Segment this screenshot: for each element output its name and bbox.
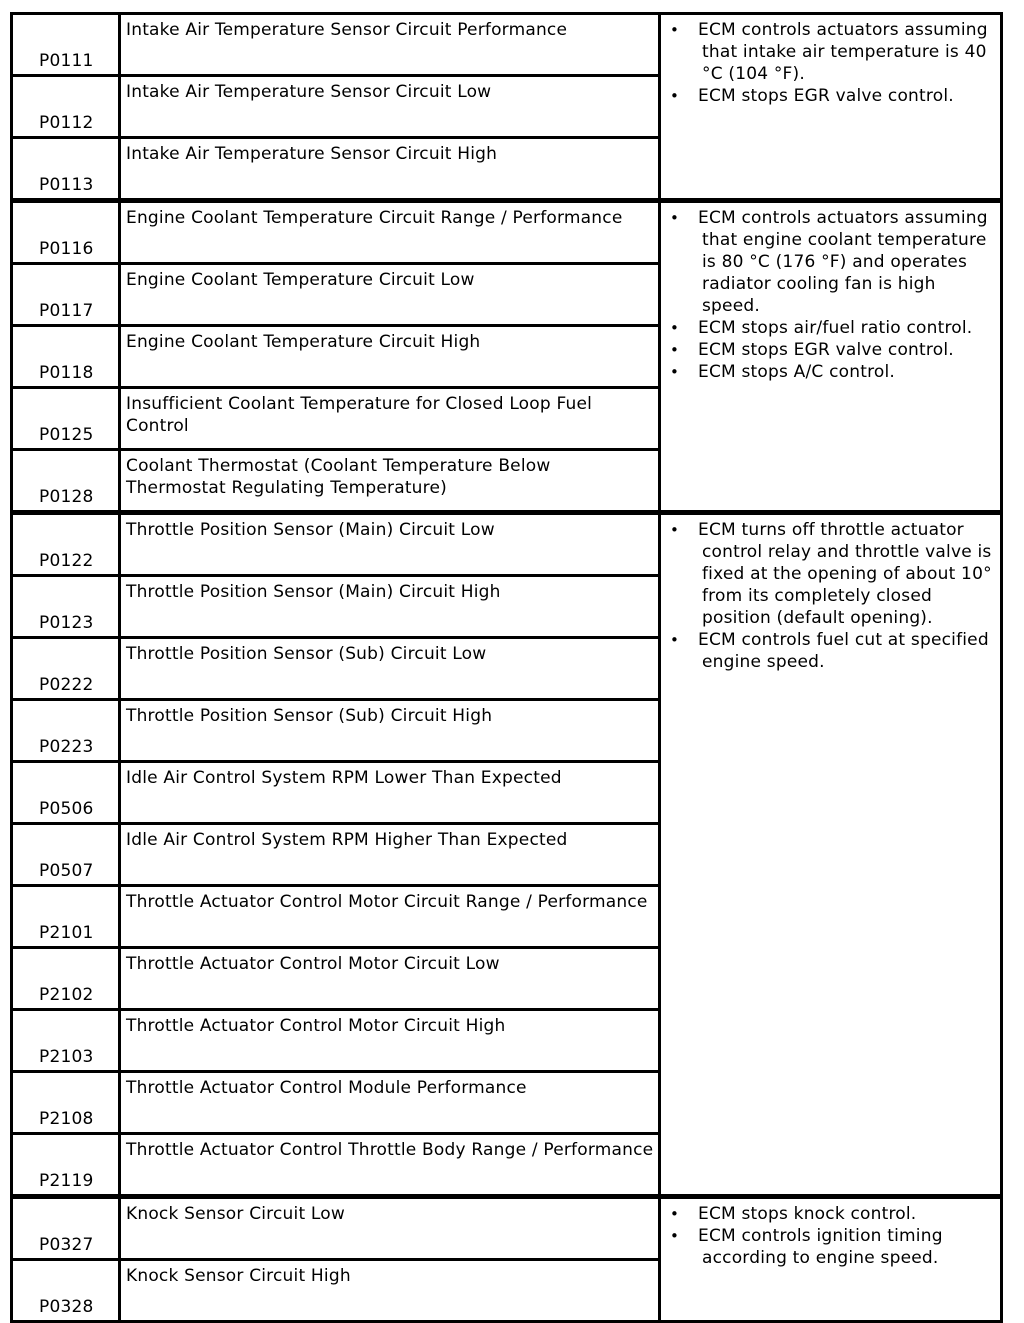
bullet-icon: •	[670, 87, 680, 105]
bullet-icon: •	[670, 341, 680, 359]
dtc-description: Insufficient Coolant Temperature for Closed Loop Fuel Control	[120, 388, 660, 450]
dtc-description: Idle Air Control System RPM Higher Than Expected	[120, 824, 660, 886]
table-row	[12, 14, 1002, 76]
dtc-description: Engine Coolant Temperature Circuit High	[120, 326, 660, 388]
fail-safe-cell	[660, 14, 1002, 201]
dtc-code: P0125	[12, 388, 120, 450]
dtc-description: Intake Air Temperature Sensor Circuit Low	[120, 76, 660, 138]
dtc-description: Throttle Actuator Control Motor Circuit Low	[120, 948, 660, 1010]
fail-safe-list	[665, 19, 998, 107]
fail-safe-item	[665, 519, 998, 629]
table-row	[12, 513, 1002, 576]
dtc-description: Throttle Position Sensor (Main) Circuit High	[120, 576, 660, 638]
table-row	[12, 201, 1002, 264]
dtc-code: P2101	[12, 886, 120, 948]
dtc-description: Knock Sensor Circuit High	[120, 1260, 660, 1322]
fail-safe-text: ECM stops EGR valve control.	[698, 86, 954, 106]
dtc-description: Engine Coolant Temperature Circuit Range / Performance	[120, 201, 660, 264]
dtc-description: Throttle Position Sensor (Main) Circuit Low	[120, 513, 660, 576]
dtc-description: Idle Air Control System RPM Lower Than Expected	[120, 762, 660, 824]
table-row	[12, 1197, 1002, 1260]
fail-safe-cell	[660, 201, 1002, 513]
fail-safe-text: ECM stops knock control.	[698, 1204, 917, 1224]
fail-safe-text: ECM stops EGR valve control.	[698, 340, 954, 360]
dtc-code: P2103	[12, 1010, 120, 1072]
fail-safe-list	[665, 519, 998, 673]
dtc-description: Throttle Actuator Control Throttle Body Range / Performance	[120, 1134, 660, 1197]
fail-safe-item	[665, 19, 998, 85]
fail-safe-text: ECM controls actuators assuming that engine coolant temperature is 80 °C (176 °F) and operates radiator cooling fan is high speed.	[698, 208, 988, 316]
dtc-code: P0112	[12, 76, 120, 138]
dtc-code: P0327	[12, 1197, 120, 1260]
dtc-description: Coolant Thermostat (Coolant Temperature Below Thermostat Regulating Temperature)	[120, 450, 660, 513]
fail-safe-text: ECM controls fuel cut at specified engine speed.	[698, 630, 989, 672]
dtc-code: P0116	[12, 201, 120, 264]
fail-safe-text: ECM stops air/fuel ratio control.	[698, 318, 973, 338]
fail-safe-item	[665, 207, 998, 317]
dtc-code: P0111	[12, 14, 120, 76]
dtc-description: Engine Coolant Temperature Circuit Low	[120, 264, 660, 326]
fail-safe-text: ECM stops A/C control.	[698, 362, 896, 382]
fail-safe-text: ECM turns off throttle actuator control relay and throttle valve is fixed at the opening of about 10° from its completely closed position (default opening).	[698, 520, 992, 628]
fail-safe-text: ECM controls ignition timing according to engine speed.	[698, 1226, 943, 1268]
dtc-code: P0123	[12, 576, 120, 638]
bullet-icon: •	[670, 319, 680, 337]
bullet-icon: •	[670, 1227, 680, 1245]
dtc-code: P0328	[12, 1260, 120, 1322]
dtc-description: Intake Air Temperature Sensor Circuit High	[120, 138, 660, 201]
dtc-code: P0222	[12, 638, 120, 700]
fail-safe-item	[665, 361, 998, 383]
dtc-code: P2102	[12, 948, 120, 1010]
dtc-description: Throttle Actuator Control Module Performance	[120, 1072, 660, 1134]
dtc-code: P0223	[12, 700, 120, 762]
dtc-description: Throttle Position Sensor (Sub) Circuit Low	[120, 638, 660, 700]
bullet-icon: •	[670, 363, 680, 381]
bullet-icon: •	[670, 631, 680, 649]
fail-safe-item	[665, 339, 998, 361]
dtc-code: P0117	[12, 264, 120, 326]
dtc-code: P0507	[12, 824, 120, 886]
fail-safe-cell	[660, 1197, 1002, 1322]
fail-safe-item	[665, 629, 998, 673]
dtc-code: P2119	[12, 1134, 120, 1197]
fail-safe-text: ECM controls actuators assuming that intake air temperature is 40 °C (104 °F).	[698, 20, 988, 84]
dtc-description: Intake Air Temperature Sensor Circuit Performance	[120, 14, 660, 76]
dtc-description: Throttle Position Sensor (Sub) Circuit High	[120, 700, 660, 762]
fail-safe-cell	[660, 513, 1002, 1197]
fail-safe-item	[665, 1203, 998, 1225]
bullet-icon: •	[670, 209, 680, 227]
fail-safe-list	[665, 207, 998, 383]
bullet-icon: •	[670, 1205, 680, 1223]
bullet-icon: •	[670, 21, 680, 39]
dtc-code: P0118	[12, 326, 120, 388]
fail-safe-item	[665, 85, 998, 107]
dtc-code: P0128	[12, 450, 120, 513]
fail-safe-item	[665, 317, 998, 339]
fail-safe-item	[665, 1225, 998, 1269]
dtc-code: P2108	[12, 1072, 120, 1134]
fail-safe-list	[665, 1203, 998, 1269]
bullet-icon: •	[670, 521, 680, 539]
dtc-description: Throttle Actuator Control Motor Circuit Range / Performance	[120, 886, 660, 948]
dtc-description: Knock Sensor Circuit Low	[120, 1197, 660, 1260]
dtc-code: P0506	[12, 762, 120, 824]
dtc-code: P0113	[12, 138, 120, 201]
dtc-code: P0122	[12, 513, 120, 576]
dtc-fail-safe-table	[10, 12, 1003, 1323]
dtc-description: Throttle Actuator Control Motor Circuit High	[120, 1010, 660, 1072]
